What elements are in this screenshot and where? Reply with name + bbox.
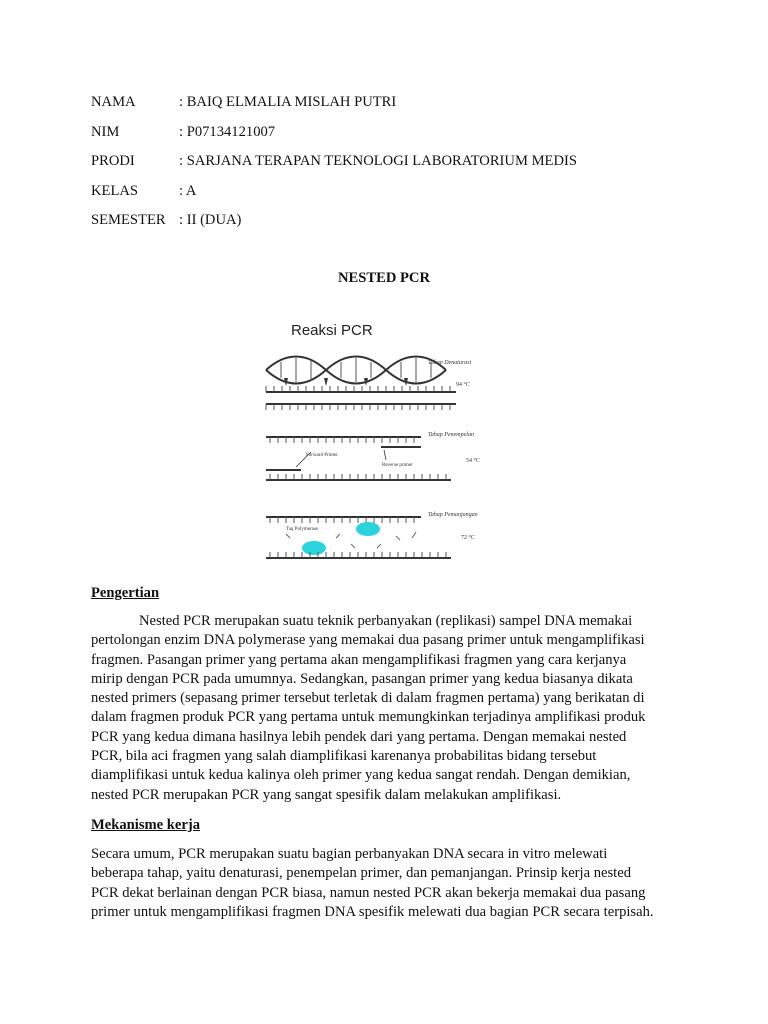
identity-label: SEMESTER — [91, 212, 166, 228]
paragraph-line: dalam fragmen produk PCR yang pertama untuk memungkinkan terjadinya amplifikasi produk — [91, 709, 646, 726]
paragraph-line: beberapa tahap, yaitu denaturasi, penempelan primer, dan pemanjangan. Prinsip kerja nested — [91, 865, 631, 882]
figure-caption: Reaksi PCR — [291, 322, 373, 339]
identity-label: PRODI — [91, 153, 135, 169]
stage-label: Tahap Denaturasi — [428, 360, 472, 366]
stage-label: Tahap Pemanjangan — [428, 512, 478, 518]
paragraph-line: nested PCR merupakan PCR yang sangat spesifik dalam melakukan amplifikasi. — [91, 786, 562, 803]
annealing-diagram — [266, 437, 451, 480]
section-heading-mekanisme: Mekanisme kerja — [91, 817, 201, 833]
identity-value: : SARJANA TERAPAN TEKNOLOGI LABORATORIUM MEDIS — [179, 153, 577, 169]
temperature-label: 54 °C — [466, 458, 480, 464]
identity-label: KELAS — [91, 183, 139, 199]
temperature-label: 72 °C — [461, 535, 475, 541]
paragraph-line: PCR, bila aci fragmen yang salah diamplifikasi karenanya probabilitas bidang tersebut — [91, 748, 597, 765]
stage-label: Tahap Penempelan — [428, 432, 474, 438]
paragraph-line: fragmen. Pasangan primer yang pertama akan mengamplifikasi fragmen yang cara kerjanya — [91, 651, 627, 668]
pcr-reaction-figure — [256, 312, 518, 572]
temperature-label: 94 °C — [456, 382, 470, 388]
paragraph-line: nested primers (sepasang primer tersebut terletak di dalam fragmen pertama) yang berikatan di — [91, 690, 645, 707]
taq-polymerase-label: Taq Polymerase — [286, 527, 319, 532]
reverse-primer-label: Reverse primer — [382, 463, 413, 468]
paragraph-line: PCR dekat berlainan dengan PCR biasa, namun nested PCR akan bekerja memakai dua pasang — [91, 884, 646, 901]
paragraph-line: PCR yang kedua dimana hasilnya lebih pendek dari yang pertama. Dengan memakai nested — [91, 728, 627, 745]
identity-value: : BAIQ ELMALIA MISLAH PUTRI — [179, 94, 397, 110]
paragraph-line: diamplifikasi untuk kedua kalinya oleh primer yang kedua sangat rendah. Dengan demikian, — [91, 767, 631, 784]
paragraph-mekanisme — [91, 845, 681, 922]
paragraph-line: pertolongan enzim DNA polymerase yang memakai dua pasang primer untuk mengamplifikasi — [91, 632, 645, 649]
identity-label: NAMA — [91, 94, 136, 110]
paragraph-line: Nested PCR merupakan suatu teknik perbanyakan (replikasi) sampel DNA memakai — [139, 613, 633, 629]
identity-value: : P07134121007 — [179, 124, 276, 140]
identity-value: : A — [179, 183, 197, 199]
paragraph-line: mirip dengan PCR pada umumnya. Sedangkan, pasangan primer yang kedua biasanya dikata — [91, 670, 633, 687]
page-title: NESTED PCR — [337, 270, 431, 286]
section-heading-pengertian: Pengertian — [91, 585, 160, 601]
identity-label: NIM — [91, 124, 120, 140]
paragraph-pengertian — [91, 612, 681, 805]
identity-value: : II (DUA) — [179, 212, 242, 228]
paragraph-line: primer untuk mengamplifikasi fragmen DNA spesifik melewati dua bagian PCR secara terpisah. — [91, 903, 654, 920]
extension-diagram — [266, 517, 451, 558]
forward-primer-label: Forward Primer — [306, 453, 338, 458]
paragraph-line: Secara umum, PCR merupakan suatu bagian perbanyakan DNA secara in vitro melewati — [91, 846, 608, 862]
